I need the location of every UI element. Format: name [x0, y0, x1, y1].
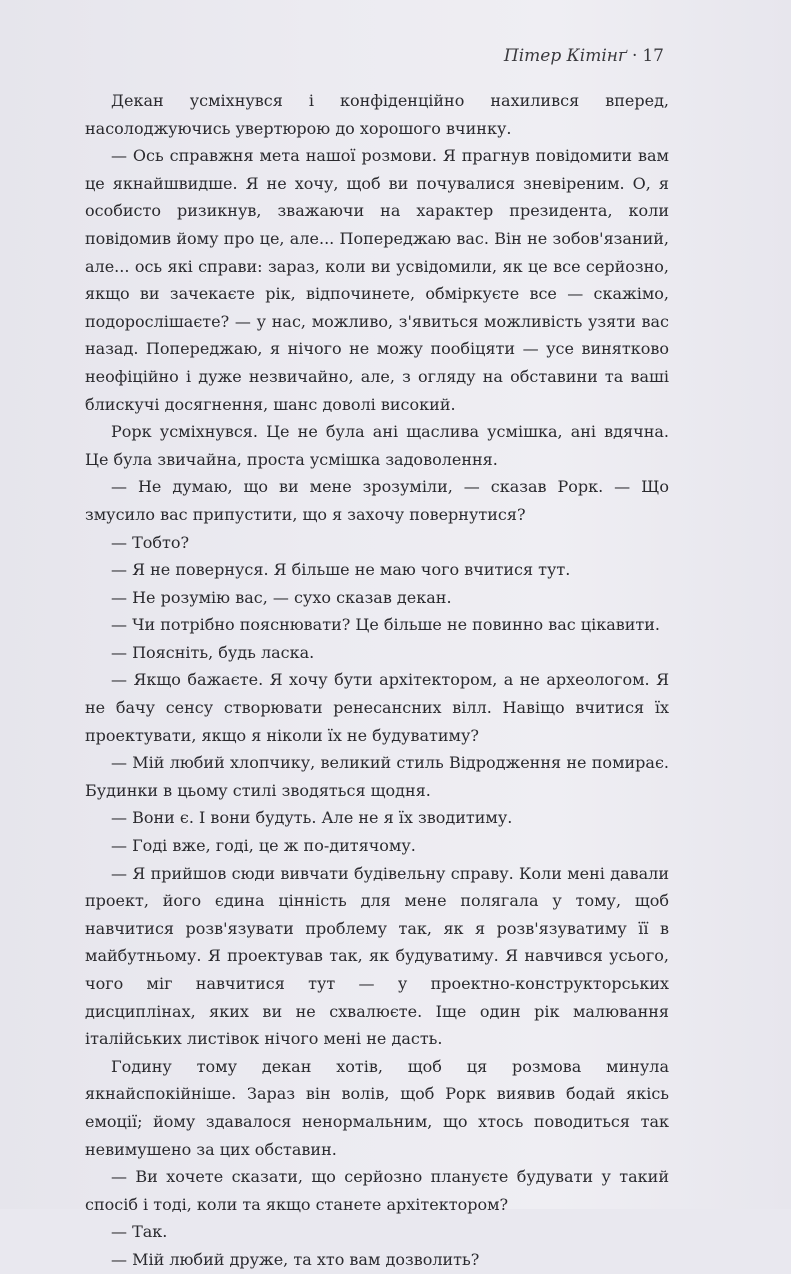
paragraph: — Ось справжня мета нашої розмови. Я прагнув повідомити вам це якнайшвидше. Я не хочу, щоб ви почувалися зневіреним. О, я особисто ризикнув, зважаючи на характер президента, коли повідомив йому про це, але... Попереджаю вас. Він не зобов'язаний, але... ось які справи: зараз, коли ви усвідомили, як це все серйозно, якщо ви зачекаєте рік, відпочинете, обміркуєте все — скажімо, подорослішаєте? — у нас, можливо, з'явиться можливість узяти вас назад. Попереджаю, я нічого не можу пообіцяти — усе винятково неофіційно і дуже незвичайно, але, з огляду на обставини та ваші блискучі досягнення, шанс доволі високий.	[85, 146, 669, 414]
paragraph: — Не розумію вас, — сухо сказав декан.	[111, 587, 452, 607]
paragraph: — Ви хочете сказати, що серйозно плануєте будувати у такий спосіб і тоді, коли та якщо станете архітектором?	[85, 1167, 669, 1214]
paragraph: — Не думаю, що ви мене зрозуміли, — сказав Рорк. — Що змусило вас припустити, що я захочу повернутися?	[85, 477, 669, 524]
paragraph: — Я не повернуся. Я більше не маю чого вчитися тут.	[111, 560, 571, 580]
running-title: Пітер Кітінґ	[503, 46, 627, 66]
paragraph: — Вони є. І вони будуть. Але не я їх зводитиму.	[111, 808, 513, 828]
paragraph: — Поясніть, будь ласка.	[111, 642, 315, 662]
header-separator: ·	[631, 46, 638, 66]
page-number: 17	[642, 46, 664, 66]
running-header	[504, 46, 664, 66]
paragraph: — Тобто?	[111, 532, 190, 552]
body-text	[85, 87, 669, 1274]
paragraph: — Я прийшов сюди вивчати будівельну справу. Коли мені давали проект, його єдина цінність для мене полягала у тому, щоб навчитися розв'язувати проблему так, як я розв'язуватиму її в майбутньому. Я проектував так, як будуватиму. Я навчився усього, чого міг навчитися тут — у проектно-конструкторських дисциплінах, яких ви не схвалюєте. Іще один рік малювання італійських листівок нічого мені не дасть.	[85, 863, 669, 1049]
paragraph: — Годі вже, годі, це ж по-дитячому.	[111, 836, 416, 856]
paragraph: — Мій любий хлопчику, великий стиль Відродження не помирає. Будинки в цьому стилі зводяться щодня.	[85, 753, 669, 800]
paragraph: — Чи потрібно пояснювати? Це більше не повинно вас цікавити.	[111, 615, 661, 635]
paragraph: — Якщо бажаєте. Я хочу бути архітектором, а не археологом. Я не бачу сенсу створювати ренесансних вілл. Навіщо вчитися їх проектувати, якщо я ніколи їх не будуватиму?	[85, 670, 669, 745]
paragraph: — Мій любий друже, та хто вам дозволить?	[111, 1249, 480, 1269]
paragraph: Рорк усміхнувся. Це не була ані щаслива усмішка, ані вдячна. Це була звичайна, проста усмішка задоволення.	[85, 422, 669, 469]
paragraph: Годину тому декан хотів, щоб ця розмова минула якнайспокійніше. Зараз він волів, щоб Рорк виявив бодай якісь емоції; йому здавалося ненормальним, що хтось поводиться так невимушено за цих обставин.	[85, 1056, 669, 1159]
paragraph: — Так.	[111, 1222, 168, 1242]
paragraph: Декан усміхнувся і конфіденційно нахилився вперед, насолоджуючись увертюрою до хорошого вчинку.	[85, 91, 669, 138]
